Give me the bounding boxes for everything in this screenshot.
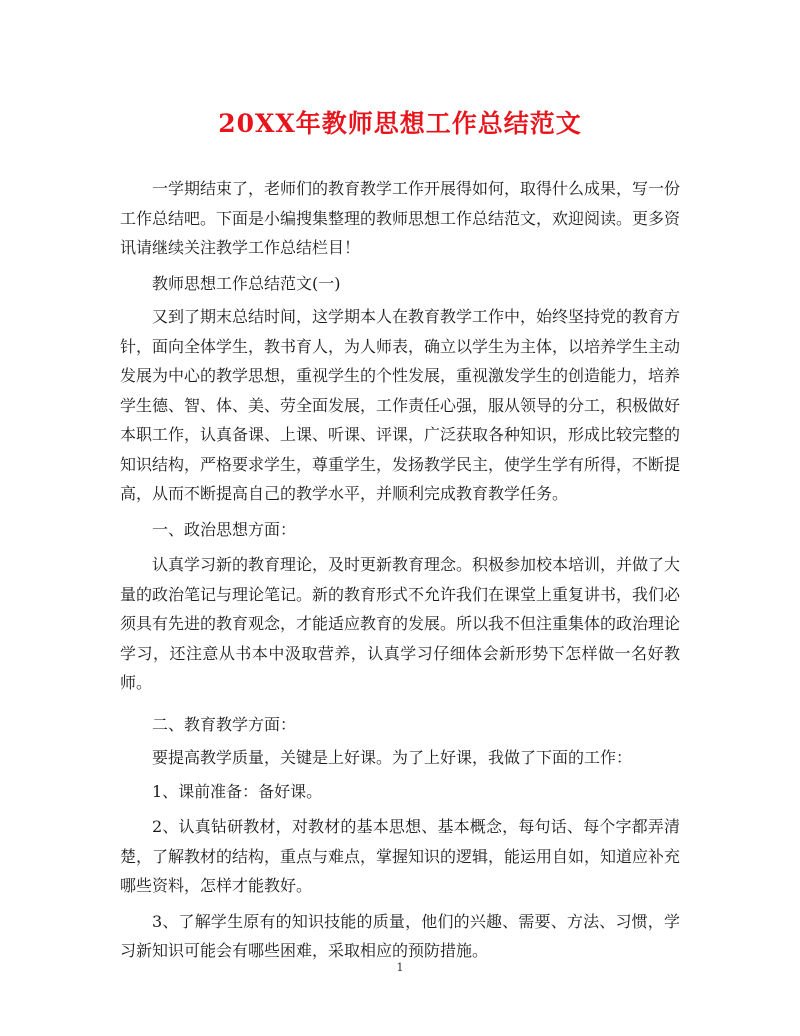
section-heading-political: 一、政治思想方面： bbox=[152, 519, 297, 539]
section-heading-teaching: 二、教育教学方面： bbox=[152, 714, 297, 734]
list-item-3: 3、了解学生原有的知识技能的质量，他们的兴趣、需要、方法、习惯，学习新知识可能会有哪些困难，采取相应的预防措施。 bbox=[120, 911, 680, 960]
paragraph-political: 认真学习新的教育理论，及时更新教育理念。积极参加校本培训，并做了大量的政治笔记与理论笔记。新的教育形式不允许我们在课堂上重复讲书，我们必须具有先进的教育观念，才能适应教育的发展。所以我不但注重集体的政治理论学习，还注意从书本中汲取营养，认真学习仔细体会新形势下怎样做一名好教师。 bbox=[120, 555, 681, 692]
list-item-2: 2、认真钻研教材，对教材的基本思想、基本概念，每句话、每个字都弄清楚，了解教材的结构，重点与难点，掌握知识的逻辑，能运用自如，知道应补充哪些资料，怎样才能教好。 bbox=[120, 817, 681, 895]
document-body bbox=[120, 174, 680, 972]
page-number: 1 bbox=[396, 961, 404, 974]
paragraph-intro: 一学期结束了，老师们的教育教学工作开展得如何，取得什么成果，写一份工作总结吧。下面是小编搜集整理的教师思想工作总结范文，欢迎阅读。更多资讯请继续关注教学工作总结栏目！ bbox=[120, 179, 681, 257]
paragraph-summary: 又到了期末总结时间，这学期本人在教育教学工作中，始终坚持党的教育方针，面向全体学生，教书育人，为人师表，确立以学生为主体，以培养学生主动发展为中心的教学思想，重视学生的个性发展，重视激发学生的创造能力，培养学生德、智、体、美、劳全面发展，工作责任心强，服从领导的分工，积极做好本职工作，认真备课、上课、听课、评课，广泛获取各种知识，形成比较完整的知识结构，严格要求学生，尊重学生，发扬教学民主，使学生学有所得，不断提高，从而不断提高自己的教学水平，并顺利完成教育教学任务。 bbox=[120, 307, 681, 503]
section-heading-example-one: 教师思想工作总结范文(一) bbox=[152, 273, 341, 293]
document-title: 20XX年教师思想工作总结范文 bbox=[218, 109, 582, 138]
list-item-1: 1、课前准备：备好课。 bbox=[152, 781, 323, 801]
paragraph-teaching-intro: 要提高教学质量，关键是上好课。为了上好课，我做了下面的工作： bbox=[152, 748, 633, 767]
